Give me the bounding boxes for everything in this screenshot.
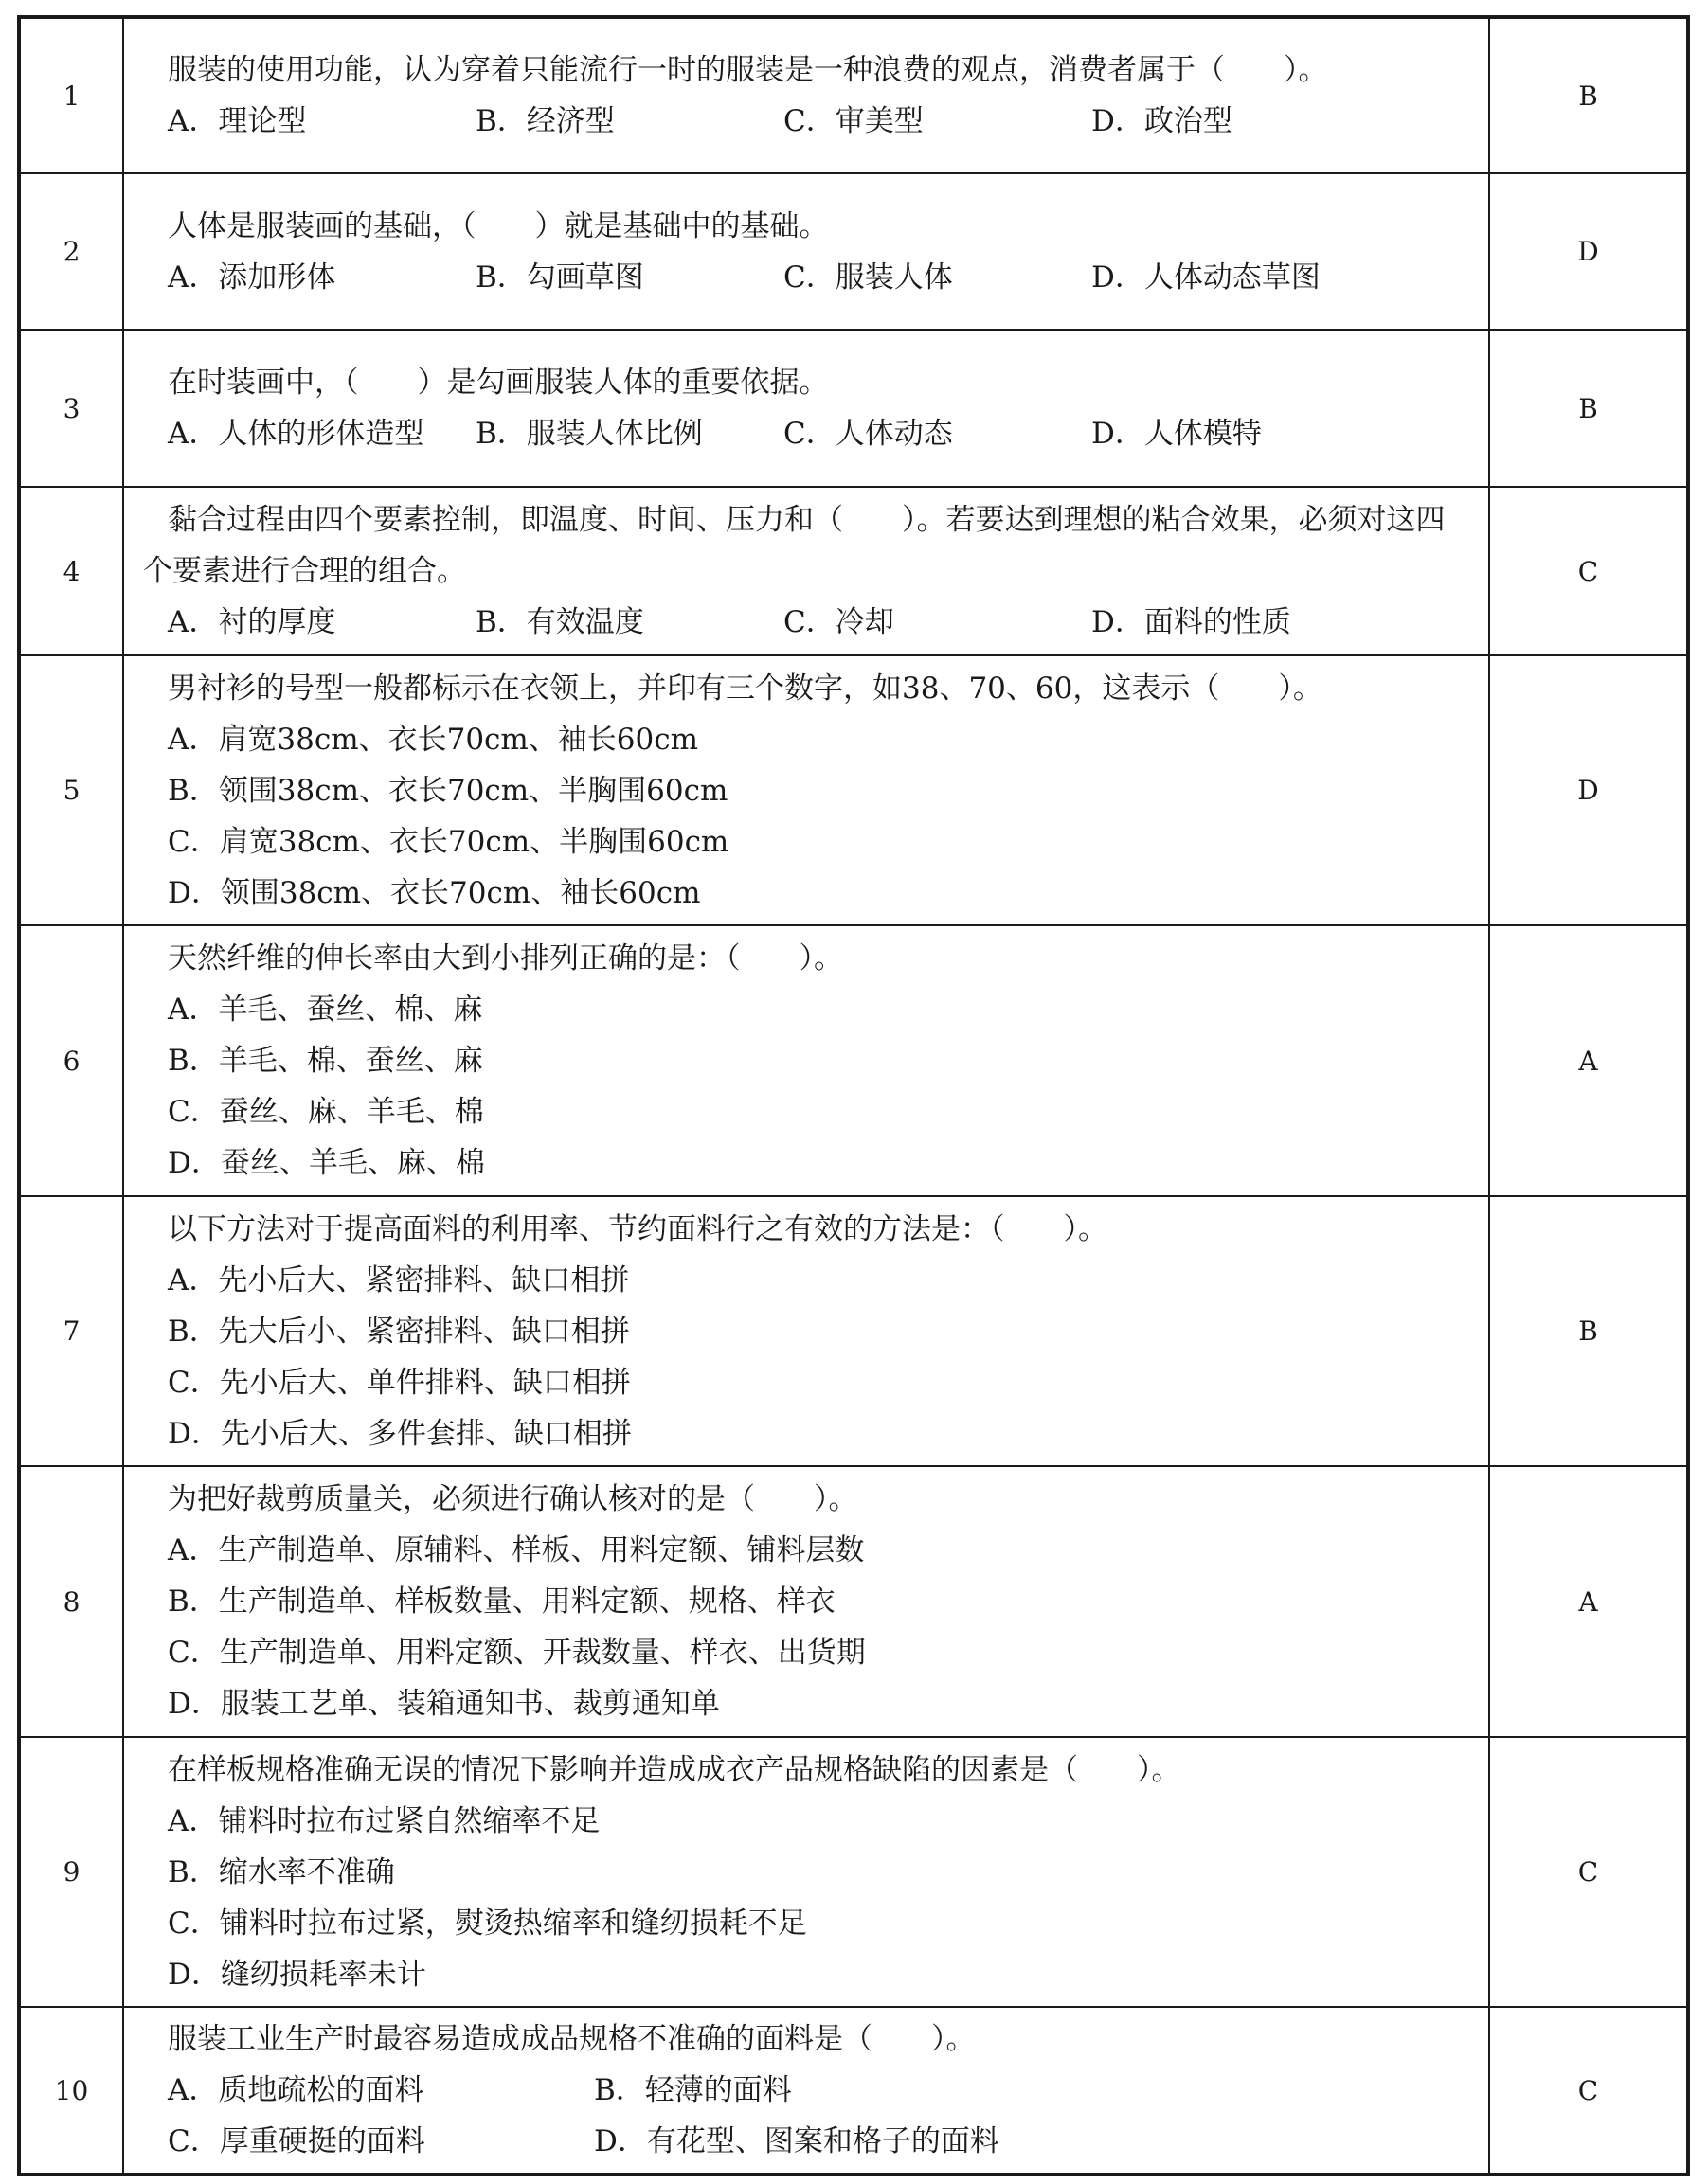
option-b: B．有效温度 [476, 605, 644, 639]
options-row [168, 96, 1471, 147]
option-a: A．质地疏松的面料 [168, 2073, 424, 2107]
option-d: D．面料的性质 [1091, 605, 1291, 639]
question-content [123, 487, 1489, 655]
answer: D [1489, 173, 1686, 330]
question-content [123, 925, 1489, 1196]
answer: B [1489, 1196, 1686, 1466]
question-number: 9 [21, 1737, 123, 2007]
option-d: D．政治型 [1091, 104, 1232, 138]
question-content [123, 173, 1489, 330]
option-b: B．领围38cm、衣长70cm、半胸围60cm [168, 773, 728, 808]
question-content [123, 1196, 1489, 1466]
table-row [21, 925, 1686, 1196]
option-d: D．服装工艺单、装箱通知书、裁剪通知单 [168, 1687, 720, 1721]
option-a: A．添加形体 [168, 260, 336, 295]
question-stem: 以下方法对于提高面料的利用率、节约面料行之有效的方法是：（ ）。 [168, 1211, 1107, 1246]
option-d: D．有花型、图案和格子的面料 [594, 2124, 999, 2158]
answer: A [1489, 925, 1686, 1196]
option-a: A．衬的厚度 [168, 605, 336, 639]
question-stem: 在时装画中，（ ）是勾画服装人体的重要依据。 [168, 366, 829, 400]
option-c: C．厚重硬挺的面料 [168, 2124, 425, 2158]
question-stem: 服装的使用功能，认为穿着只能流行一时的服装是一种浪费的观点，消费者属于（ ）。 [168, 53, 1328, 87]
option-b: B．轻薄的面料 [594, 2073, 792, 2107]
question-number: 1 [21, 19, 123, 173]
options-row [168, 252, 1471, 303]
option-c: C．肩宽38cm、衣长70cm、半胸围60cm [168, 824, 729, 859]
question-number: 5 [21, 655, 123, 925]
table-row [21, 1466, 1686, 1737]
option-a: A．铺料时拉布过紧自然缩率不足 [168, 1803, 601, 1838]
option-b: B．缩水率不准确 [168, 1854, 395, 1889]
question-number: 8 [21, 1466, 123, 1737]
option-b: B．服装人体比例 [476, 417, 703, 451]
question-stem: 人体是服装画的基础，（ ）就是基础中的基础。 [168, 208, 829, 243]
question-number: 3 [21, 330, 123, 487]
options-row [168, 408, 1471, 459]
option-c: C．服装人体 [783, 260, 953, 295]
answer: C [1489, 487, 1686, 655]
table-row [21, 487, 1686, 655]
option-c: C．生产制造单、用料定额、开裁数量、样衣、出货期 [168, 1636, 866, 1670]
question-content [123, 2007, 1489, 2173]
option-c: C．冷却 [783, 605, 894, 639]
option-c: C．人体动态 [783, 417, 953, 451]
question-content [123, 655, 1489, 925]
options-row [168, 2116, 1471, 2167]
option-b: B．经济型 [476, 104, 615, 138]
option-d: D．蚕丝、羊毛、麻、棉 [168, 1146, 485, 1180]
option-d: D．领围38cm、衣长70cm、袖长60cm [168, 875, 701, 910]
option-c: C．先小后大、单件排料、缺口相拼 [168, 1365, 631, 1400]
answer: C [1489, 1737, 1686, 2007]
question-number: 7 [21, 1196, 123, 1466]
options-row [168, 2065, 1471, 2116]
answer: B [1489, 330, 1686, 487]
answer: C [1489, 2007, 1686, 2173]
table-row [21, 330, 1686, 487]
question-content [123, 19, 1489, 173]
option-d: D．先小后大、多件套排、缺口相拼 [168, 1416, 632, 1451]
question-content [123, 1737, 1489, 2007]
option-a: A．生产制造单、原辅料、样板、用料定额、铺料层数 [168, 1533, 865, 1567]
option-d: D．人体动态草图 [1091, 260, 1321, 295]
option-a: A．羊毛、蚕丝、棉、麻 [168, 993, 483, 1027]
option-c: C．铺料时拉布过紧，熨烫热缩率和缝纫损耗不足 [168, 1906, 807, 1941]
question-stem: 天然纤维的伸长率由大到小排列正确的是：（ ）。 [168, 941, 843, 976]
question-number: 2 [21, 173, 123, 330]
option-d: D．缝纫损耗率未计 [168, 1957, 426, 1992]
option-d: D．人体模特 [1091, 417, 1262, 451]
option-b: B．勾画草图 [476, 260, 644, 295]
question-stem: 为把好裁剪质量关，必须进行确认核对的是（ ）。 [168, 1482, 858, 1516]
question-content [123, 330, 1489, 487]
option-b: B．先大后小、紧密排料、缺口相拼 [168, 1314, 630, 1349]
question-stem: 男衬衫的号型一般都标示在衣领上，并印有三个数字，如38、70、60，这表示（ ）。 [168, 671, 1322, 706]
answer: B [1489, 19, 1686, 173]
table-row [21, 1737, 1686, 2007]
question-number: 10 [21, 2007, 123, 2173]
answer: D [1489, 655, 1686, 925]
option-a: A．先小后大、紧密排料、缺口相拼 [168, 1262, 630, 1298]
table-row [21, 1196, 1686, 1466]
question-number: 6 [21, 925, 123, 1196]
question-content [123, 1466, 1489, 1737]
table-row [21, 173, 1686, 330]
question-number: 4 [21, 487, 123, 655]
table-row [21, 19, 1686, 173]
option-a: A．理论型 [168, 104, 307, 138]
options-row [143, 597, 1471, 648]
table-row [21, 2007, 1686, 2173]
option-a: A．人体的形体造型 [168, 417, 424, 451]
question-stem: 黏合过程由四个要素控制，即温度、时间、压力和（ ）。若要达到理想的粘合效果，必须对这四个要素进行合理的组合。 [143, 503, 1446, 588]
answer: A [1489, 1466, 1686, 1737]
option-c: C．蚕丝、麻、羊毛、棉 [168, 1095, 484, 1129]
option-a: A．肩宽38cm、衣长70cm、袖长60cm [168, 722, 698, 757]
question-stem: 服装工业生产时最容易造成成品规格不准确的面料是（ ）。 [168, 2022, 976, 2056]
option-b: B．羊毛、棉、蚕丝、麻 [168, 1044, 483, 1078]
table-row [21, 655, 1686, 925]
question-table [17, 15, 1690, 2176]
option-c: C．审美型 [783, 104, 924, 138]
question-stem: 在样板规格准确无误的情况下影响并造成成衣产品规格缺陷的因素是（ ）。 [168, 1752, 1181, 1787]
option-b: B．生产制造单、样板数量、用料定额、规格、样衣 [168, 1584, 836, 1619]
